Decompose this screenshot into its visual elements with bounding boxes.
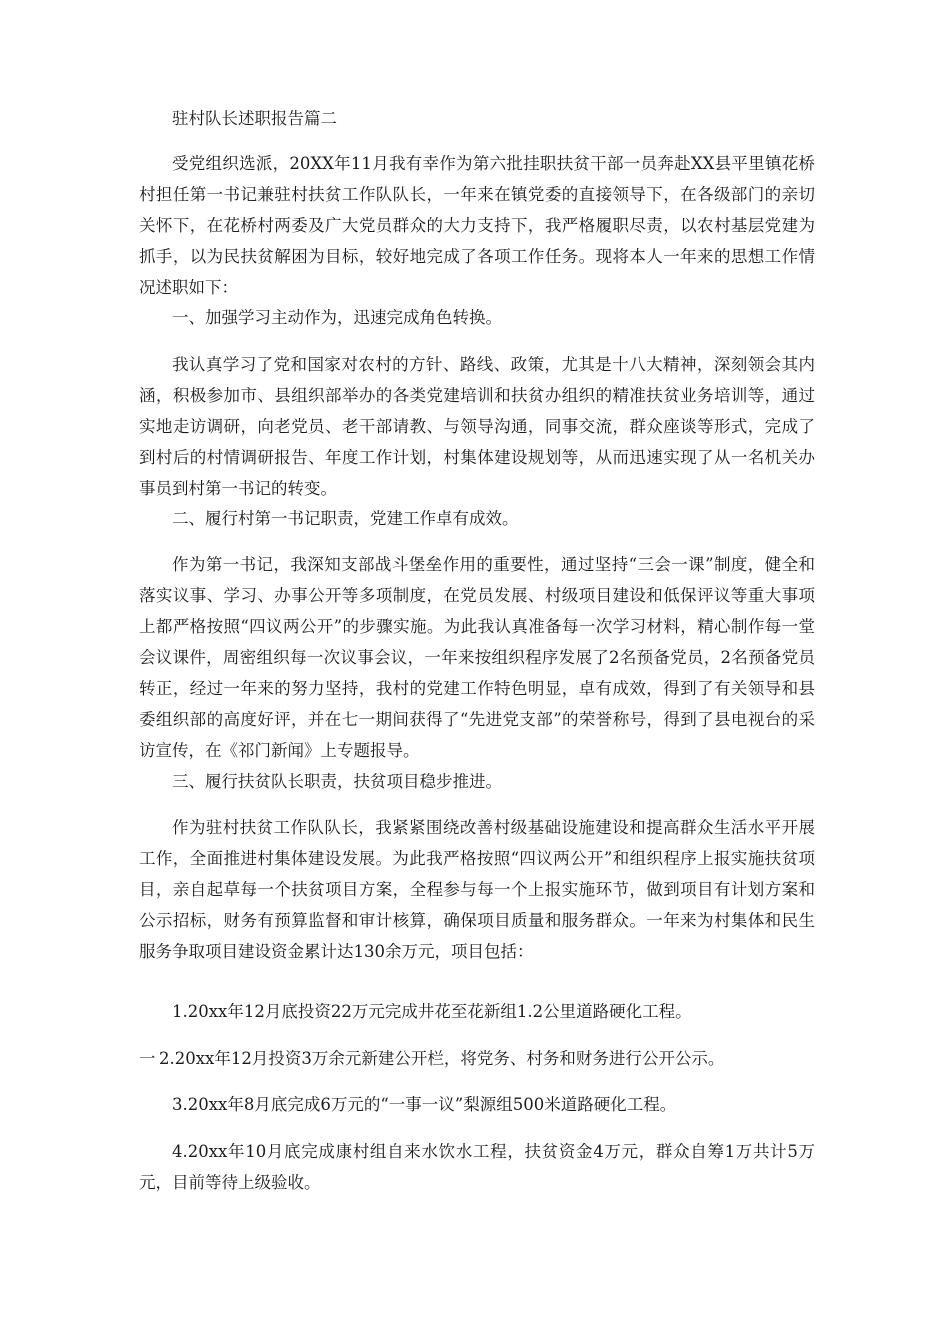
project-item-4: 4.20xx年10月底完成康村组自来水饮水工程，扶贫资金4万元，群众自筹1万共计5万元，目前等待上级验收。 xyxy=(139,1142,815,1192)
project-item-2 xyxy=(139,1043,815,1074)
intro-paragraph: 受党组织选派，20XX年11月我有幸作为第六批挂职扶贫干部一员奔赴XX县平里镇花桥村担任第一书记兼驻村扶贫工作队队长，一年来在镇党委的直接领导下，在各级部门的亲切关怀下，在花桥村两委及广大党员群众的大力支持下，我严格履职尽责，以农村基层党建为抓手，以为民扶贫解困为目标，较好地完成了各项工作任务。现将本人一年来的思想工作情况述职如下： xyxy=(139,154,815,297)
project-item-1: 1.20xx年12月底投资22万元完成井花至花新组1.2公里道路硬化工程。 xyxy=(172,1002,692,1021)
section-1-heading: 一、加强学习主动作为，迅速完成角色转换。 xyxy=(172,308,502,327)
project-item-2-text: 2.20xx年12月投资3万余元新建公开栏，将党务、村务和财务进行公开公示。 xyxy=(159,1049,725,1068)
document-title: 驻村队长述职报告篇二 xyxy=(172,109,337,128)
project-item-3: 3.20xx年8月底完成6万元的“一事一议”梨源组500米道路硬化工程。 xyxy=(172,1095,677,1114)
section-2-paragraph: 作为第一书记，我深知支部战斗堡垒作用的重要性，通过坚持“三会一课”制度，健全和落实议事、学习、办事公开等多项制度，在党员发展、村级项目建设和低保评议等重大事项上都严格按照“四议两公开”的步骤实施。为此我认真准备每一次学习材料，精心制作每一堂会议课件，周密组织每一次议事会议，一年来按组织程序发展了2名预备党员，2名预备党员转正，经过一年来的努力坚持，我村的党建工作特色明显，卓有成效，得到了有关领导和县委组织部的高度好评，并在七一期间获得了“先进党支部”的荣誉称号，得到了县电视台的采访宣传，在《祁门新闻》上专题报导。 xyxy=(139,555,815,760)
section-2-heading: 二、履行村第一书记职责，党建工作卓有成效。 xyxy=(172,509,519,528)
section-3-paragraph: 作为驻村扶贫工作队队长，我紧紧围绕改善村级基础设施建设和提高群众生活水平开展工作，全面推进村集体建设发展。为此我严格按照“四议两公开”和组织程序上报实施扶贫项目，亲自起草每一个扶贫项目方案，全程参与每一个上报实施环节，做到项目有计划方案和公示招标，财务有预算监督和审计核算，确保项目质量和服务群众。一年来为村集体和民生服务争取项目建设资金累计达130余万元，项目包括： xyxy=(139,818,815,961)
project-item-2-prefix: 一 xyxy=(139,1049,156,1068)
section-3-heading: 三、履行扶贫队长职责，扶贫项目稳步推进。 xyxy=(172,772,502,791)
section-1-paragraph: 我认真学习了党和国家对农村的方针、路线、政策，尤其是十八大精神，深刻领会其内涵，积极参加市、县组织部举办的各类党建培训和扶贫办组织的精准扶贫业务培训等，通过实地走访调研，向老党员、老干部请教、与领导沟通，同事交流，群众座谈等形式，完成了到村后的村情调研报告、年度工作计划，村集体建设规划等，从而迅速实现了从一名机关办事员到村第一书记的转变。 xyxy=(139,355,815,498)
